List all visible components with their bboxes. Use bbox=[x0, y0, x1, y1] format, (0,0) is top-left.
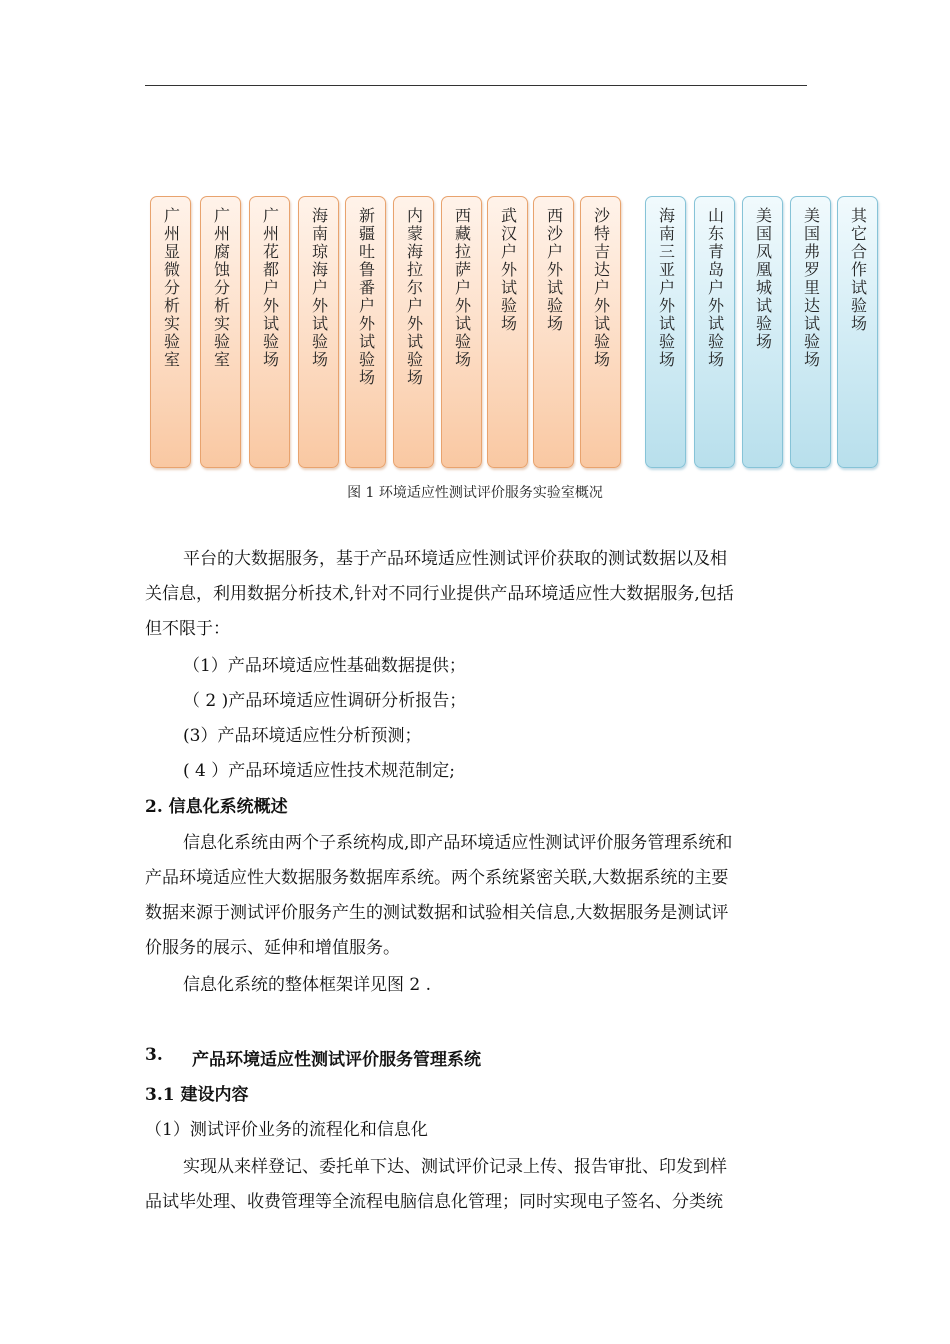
paragraph-line: 但不限于： bbox=[145, 619, 230, 639]
paragraph-line: 信息化系统的整体框架详见图 2 . bbox=[183, 975, 432, 995]
bar-label: 美国弗罗里达试验场 bbox=[801, 207, 821, 369]
bar-label: 海南三亚户外试验场 bbox=[656, 207, 676, 369]
list-item: ( 4 ）产品环境适应性技术规范制定; bbox=[183, 761, 455, 781]
bar-label: 美国凤凰城试验场 bbox=[753, 207, 773, 351]
bar-partner bbox=[645, 196, 686, 468]
bar-partner bbox=[790, 196, 831, 468]
bar-label: 西沙户外试验场 bbox=[544, 207, 564, 333]
list-item: （1）产品环境适应性基础数据提供； bbox=[183, 656, 466, 676]
bar-lab bbox=[298, 196, 339, 468]
bar-label: 沙特吉达户外试验场 bbox=[591, 207, 611, 369]
bar-lab bbox=[533, 196, 574, 468]
section-heading: 2. 信息化系统概述 bbox=[145, 797, 288, 817]
bar-lab bbox=[487, 196, 528, 468]
paragraph-line: 价服务的展示、延伸和增值服务。 bbox=[145, 938, 400, 958]
figure-caption: 图 1 环境适应性测试评价服务实验室概况 bbox=[347, 485, 603, 501]
bar-lab bbox=[249, 196, 290, 468]
paragraph-line: 品试毕处理、收费管理等全流程电脑信息化管理；同时实现电子签名、分类统 bbox=[145, 1192, 723, 1212]
paragraph-line: 数据来源于测试评价服务产生的测试数据和试验相关信息,大数据服务是测试评 bbox=[145, 903, 729, 923]
bar-lab bbox=[580, 196, 621, 468]
bar-partner bbox=[694, 196, 735, 468]
bar-lab bbox=[200, 196, 241, 468]
paragraph-line: 产品环境适应性大数据服务数据库系统。两个系统紧密关联,大数据系统的主要 bbox=[145, 868, 729, 888]
list-item: （ 2 )产品环境适应性调研分析报告； bbox=[183, 691, 467, 711]
bar-label: 西藏拉萨户外试验场 bbox=[452, 207, 472, 369]
bar-label: 其它合作试验场 bbox=[848, 207, 868, 333]
paragraph-line: 信息化系统由两个子系统构成,即产品环境适应性测试评价服务管理系统和 bbox=[183, 833, 733, 853]
bar-partner bbox=[837, 196, 878, 468]
bar-partner bbox=[742, 196, 783, 468]
bar-label: 新疆吐鲁番户外试验场 bbox=[356, 207, 376, 387]
subsection-heading: 3.1 建设内容 bbox=[145, 1085, 249, 1105]
bar-label: 广州显微分析实验室 bbox=[161, 207, 181, 369]
bar-label: 广州花都户外试验场 bbox=[260, 207, 280, 369]
paragraph-line: 平台的大数据服务，基于产品环境适应性测试评价获取的测试数据以及相 bbox=[183, 549, 727, 569]
bar-label: 武汉户外试验场 bbox=[498, 207, 518, 333]
paragraph-line: 实现从来样登记、委托单下达、测试评价记录上传、报告审批、印发到样 bbox=[183, 1157, 727, 1177]
bar-lab bbox=[393, 196, 434, 468]
bar-label: 广州腐蚀分析实验室 bbox=[211, 207, 231, 369]
header-rule bbox=[145, 85, 807, 86]
bar-lab bbox=[441, 196, 482, 468]
lab-overview-figure bbox=[145, 196, 885, 476]
list-item: (3）产品环境适应性分析预测； bbox=[183, 726, 422, 746]
sub-item-heading: （1）测试评价业务的流程化和信息化 bbox=[145, 1120, 428, 1140]
section-number: 3. bbox=[145, 1045, 163, 1065]
bar-label: 海南琼海户外试验场 bbox=[309, 207, 329, 369]
bar-lab bbox=[150, 196, 191, 468]
paragraph-line: 关信息，利用数据分析技术,针对不同行业提供产品环境适应性大数据服务,包括 bbox=[145, 584, 734, 604]
section-heading: 产品环境适应性测试评价服务管理系统 bbox=[192, 1050, 481, 1070]
bar-lab bbox=[345, 196, 386, 468]
bar-label: 山东青岛户外试验场 bbox=[705, 207, 725, 369]
bar-label: 内蒙海拉尔户外试验场 bbox=[404, 207, 424, 387]
